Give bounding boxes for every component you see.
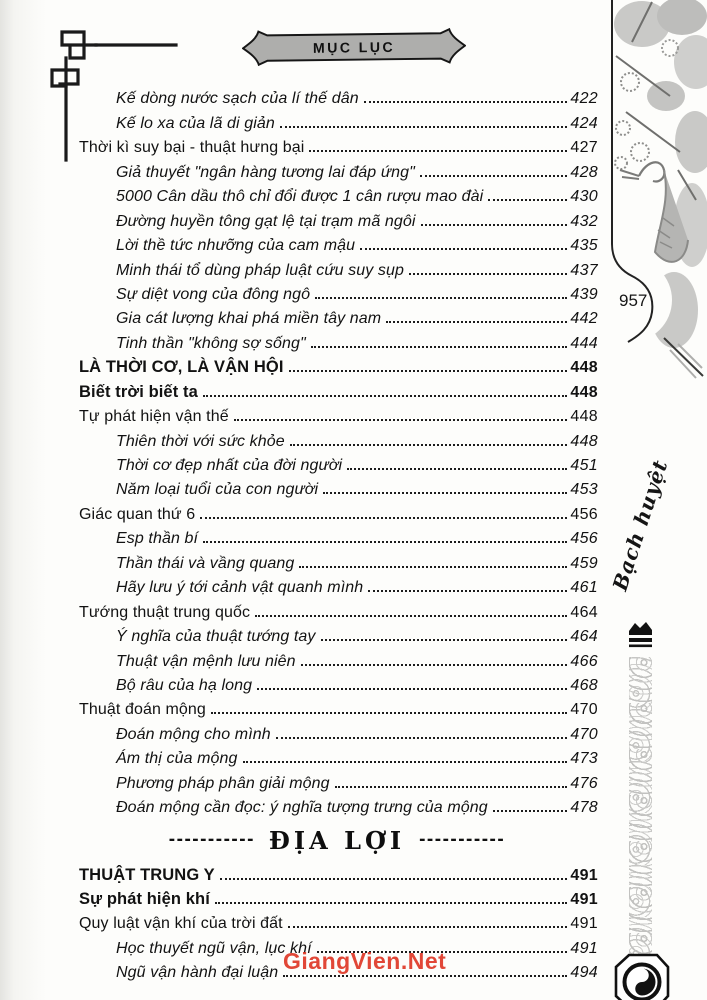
toc-row [76,695,598,719]
toc-entry-page-number: 427 [570,139,598,157]
dotted-leader [215,902,567,904]
toc-entry-page-number: 476 [570,774,598,792]
toc-row [76,451,598,475]
dotted-leader [299,566,567,568]
toc-row [76,622,598,646]
toc-row [76,182,598,206]
toc-entry-title: Sự phát hiện khí [79,890,210,908]
toc-entry-page-number: 432 [570,212,598,230]
dotted-leader [364,101,568,103]
dotted-leader [220,878,568,880]
dotted-leader [211,712,567,714]
dotted-leader [243,761,568,763]
toc-entry-title: Thuật vận mệnh lưu niên [116,652,296,670]
toc-row [76,402,598,426]
toc-entry-title: Tự phát hiện vận thế [79,408,229,426]
toc-entry-page-number: 448 [570,432,598,450]
dotted-leader [203,541,567,543]
dotted-leader [323,492,567,494]
toc-entry-title: Sự diệt vong của đông ngô [116,285,311,303]
toc-row [76,206,598,230]
toc-entry-page-number: 437 [570,261,598,279]
toc-entry-title: Gia cát lượng khai phá miền tây nam [116,310,382,328]
toc-entry-page-number: 448 [570,408,598,426]
dotted-leader [335,786,568,788]
toc-row [76,377,598,401]
toc-entry-page-number: 470 [570,725,598,743]
toc-entry-title: Kế dòng nước sạch của lí thế dân [116,90,359,108]
toc-entry-title: Thần thái và vầng quang [116,554,295,572]
dotted-leader [409,273,567,275]
toc-entry-page-number: 468 [570,676,598,694]
toc-row [76,885,598,909]
toc-row [76,768,598,792]
toc-entry-title: Đoán mộng cần đọc: ý nghĩa tượng trưng của mộng [116,799,488,817]
toc-entry-title: Tinh thần "không sợ sống" [116,334,306,352]
toc-entry-page-number: 461 [570,579,598,597]
toc-entry-page-number: 444 [570,334,598,352]
toc-entry-title: Thời kì suy bại - thuật hưng bại [79,139,305,157]
toc-entry-page-number: 424 [570,114,598,132]
toc-row [76,573,598,597]
toc-entry-title: THUẬT TRUNG Y [79,865,215,884]
section-divider [76,824,598,856]
toc-entry-page-number: 442 [570,310,598,328]
toc-row [76,280,598,304]
dotted-leader [283,975,567,977]
dotted-leader [255,615,567,617]
toc-entry-title: Thời cơ đẹp nhất của đời người [116,457,343,474]
toc-entry-title: Esp thần bí [116,530,199,548]
toc-entry-page-number: 422 [570,90,598,108]
toc-entry-title: Thuật đoán mộng [79,701,206,719]
toc-entry-title: Ám thị của mộng [116,750,238,768]
dotted-leader [200,517,567,519]
table-of-contents [76,84,598,982]
toc-row [76,157,598,181]
dotted-leader [321,639,568,641]
dotted-leader [315,297,567,299]
toc-row [76,84,598,108]
toc-entry-page-number: 494 [570,964,598,982]
toc-row [76,255,598,279]
toc-entry-title: LÀ THỜI CƠ, LÀ VẬN HỘI [79,358,284,377]
wave-pattern [629,657,652,959]
calligraphy-text: Bạch huyệt [607,456,673,594]
crane-icon [620,162,688,262]
toc-row [76,909,598,933]
crane-tree-illustration [608,0,707,392]
dotted-leader [309,150,567,152]
dotted-leader [257,688,567,690]
toc-row [76,860,598,884]
toc-row [76,328,598,352]
toc-entry-page-number: 491 [570,866,598,884]
toc-row [76,231,598,255]
toc-row [76,475,598,499]
toc-entry-page-number: 456 [570,530,598,548]
section-divider-label: ĐỊA LỢI [268,825,406,855]
toc-row [76,499,598,523]
toc-entry-title: Học thuyết ngũ vận, lục khí [116,939,312,957]
dotted-leader [234,419,568,421]
toc-entry-title: Ý nghĩa của thuật tướng tay [116,628,316,646]
dotted-leader [493,810,568,812]
dotted-leader [276,737,568,739]
toc-entry-title: Phương pháp phân giải mộng [116,774,330,792]
divider-dashes: ----------- [168,829,255,851]
toc-entry-page-number: 456 [570,505,598,523]
toc-entry-page-number: 448 [570,383,598,401]
dotted-leader [301,664,568,666]
dotted-leader [368,590,567,592]
toc-row [76,719,598,743]
toc-entry-title: Năm loại tuổi của con người [116,481,319,499]
toc-row [76,304,598,328]
toc-row [76,646,598,670]
dotted-leader [360,248,567,250]
wave-pattern-band [629,620,652,958]
toc-row [76,671,598,695]
toc-entry-page-number: 459 [570,554,598,572]
toc-entry-page-number: 464 [570,603,598,621]
toc-row [76,426,598,450]
toc-entry-page-number: 473 [570,750,598,768]
dotted-leader [203,395,568,397]
toc-entry-page-number: 491 [570,891,598,908]
toc-row [76,133,598,157]
watermark: GiangVien.Net [283,948,447,974]
toc-entry-page-number: 491 [570,939,598,957]
toc-entry-title: Lời thề tức nhưỡng của cam mậu [116,237,356,255]
toc-entry-page-number: 439 [570,285,598,303]
divider-dashes: ----------- [419,829,506,851]
toc-entry-title: Giả thuyết "ngân hàng tương lai đáp ứng" [116,163,415,181]
toc-row [76,524,598,548]
toc-entry-page-number: 466 [570,652,598,670]
toc-entry-page-number: 435 [570,237,598,255]
dotted-leader [280,126,568,128]
toc-row [76,744,598,768]
dotted-leader [290,444,568,446]
toc-entry-title: Minh thái tổ dùng pháp luật cứu suy sụp [116,261,405,279]
dotted-leader [421,224,568,226]
toc-entry-title: Bộ râu của hạ long [116,676,253,694]
toc-entry-page-number: 464 [570,628,598,646]
toc-entry-title: Quy luật vận khí của trời đất [79,915,283,933]
toc-entry-page-number: 453 [570,481,598,499]
dotted-leader [289,370,568,372]
toc-entry-page-number: 430 [570,188,598,206]
page-header-title: MỤC LỤC [312,38,396,56]
toc-entry-page-number: 478 [570,799,598,817]
toc-entry-title: Đoán mộng cho mình [116,725,271,743]
title-banner [242,28,466,67]
toc-entry-title: Tướng thuật trung quốc [79,603,251,621]
toc-entry-title: Ngũ vận hành đại luận [116,964,279,982]
toc-entry-page-number: 448 [570,359,598,377]
book-page-number: 957 [619,291,648,310]
toc-row [76,108,598,132]
toc-row [76,793,598,817]
toc-entry-title: 5000 Cân dầu thô chỉ đổi được 1 cân rượu mao đài [116,188,484,206]
dotted-leader [288,926,568,928]
dotted-leader [347,468,567,470]
toc-entry-title: Giác quan thứ 6 [79,505,196,523]
toc-entry-title: Đường huyền tông gạt lệ tại trạm mã ngôi [116,212,416,230]
toc-entry-page-number: 470 [570,701,598,719]
toc-row [76,597,598,621]
dotted-leader [311,346,568,348]
toc-entry-title: Kế lo xa của lã di giản [116,114,275,132]
toc-entry-page-number: 491 [570,915,598,933]
toc-entry-page-number: 428 [570,163,598,181]
toc-entry-title: Hãy lưu ý tới cảnh vật quanh mình [116,579,364,597]
toc-row [76,548,598,572]
toc-entry-title: Thiên thời với sức khỏe [116,432,285,450]
toc-entry-title: Biết trời biết ta [79,382,198,401]
dotted-leader [488,199,567,201]
band-cap-icon [629,620,652,652]
yin-yang-icon [613,952,671,1000]
toc-entry-page-number: 451 [570,457,598,474]
dotted-leader [420,175,568,177]
toc-row [76,353,598,377]
dotted-leader [386,321,567,323]
